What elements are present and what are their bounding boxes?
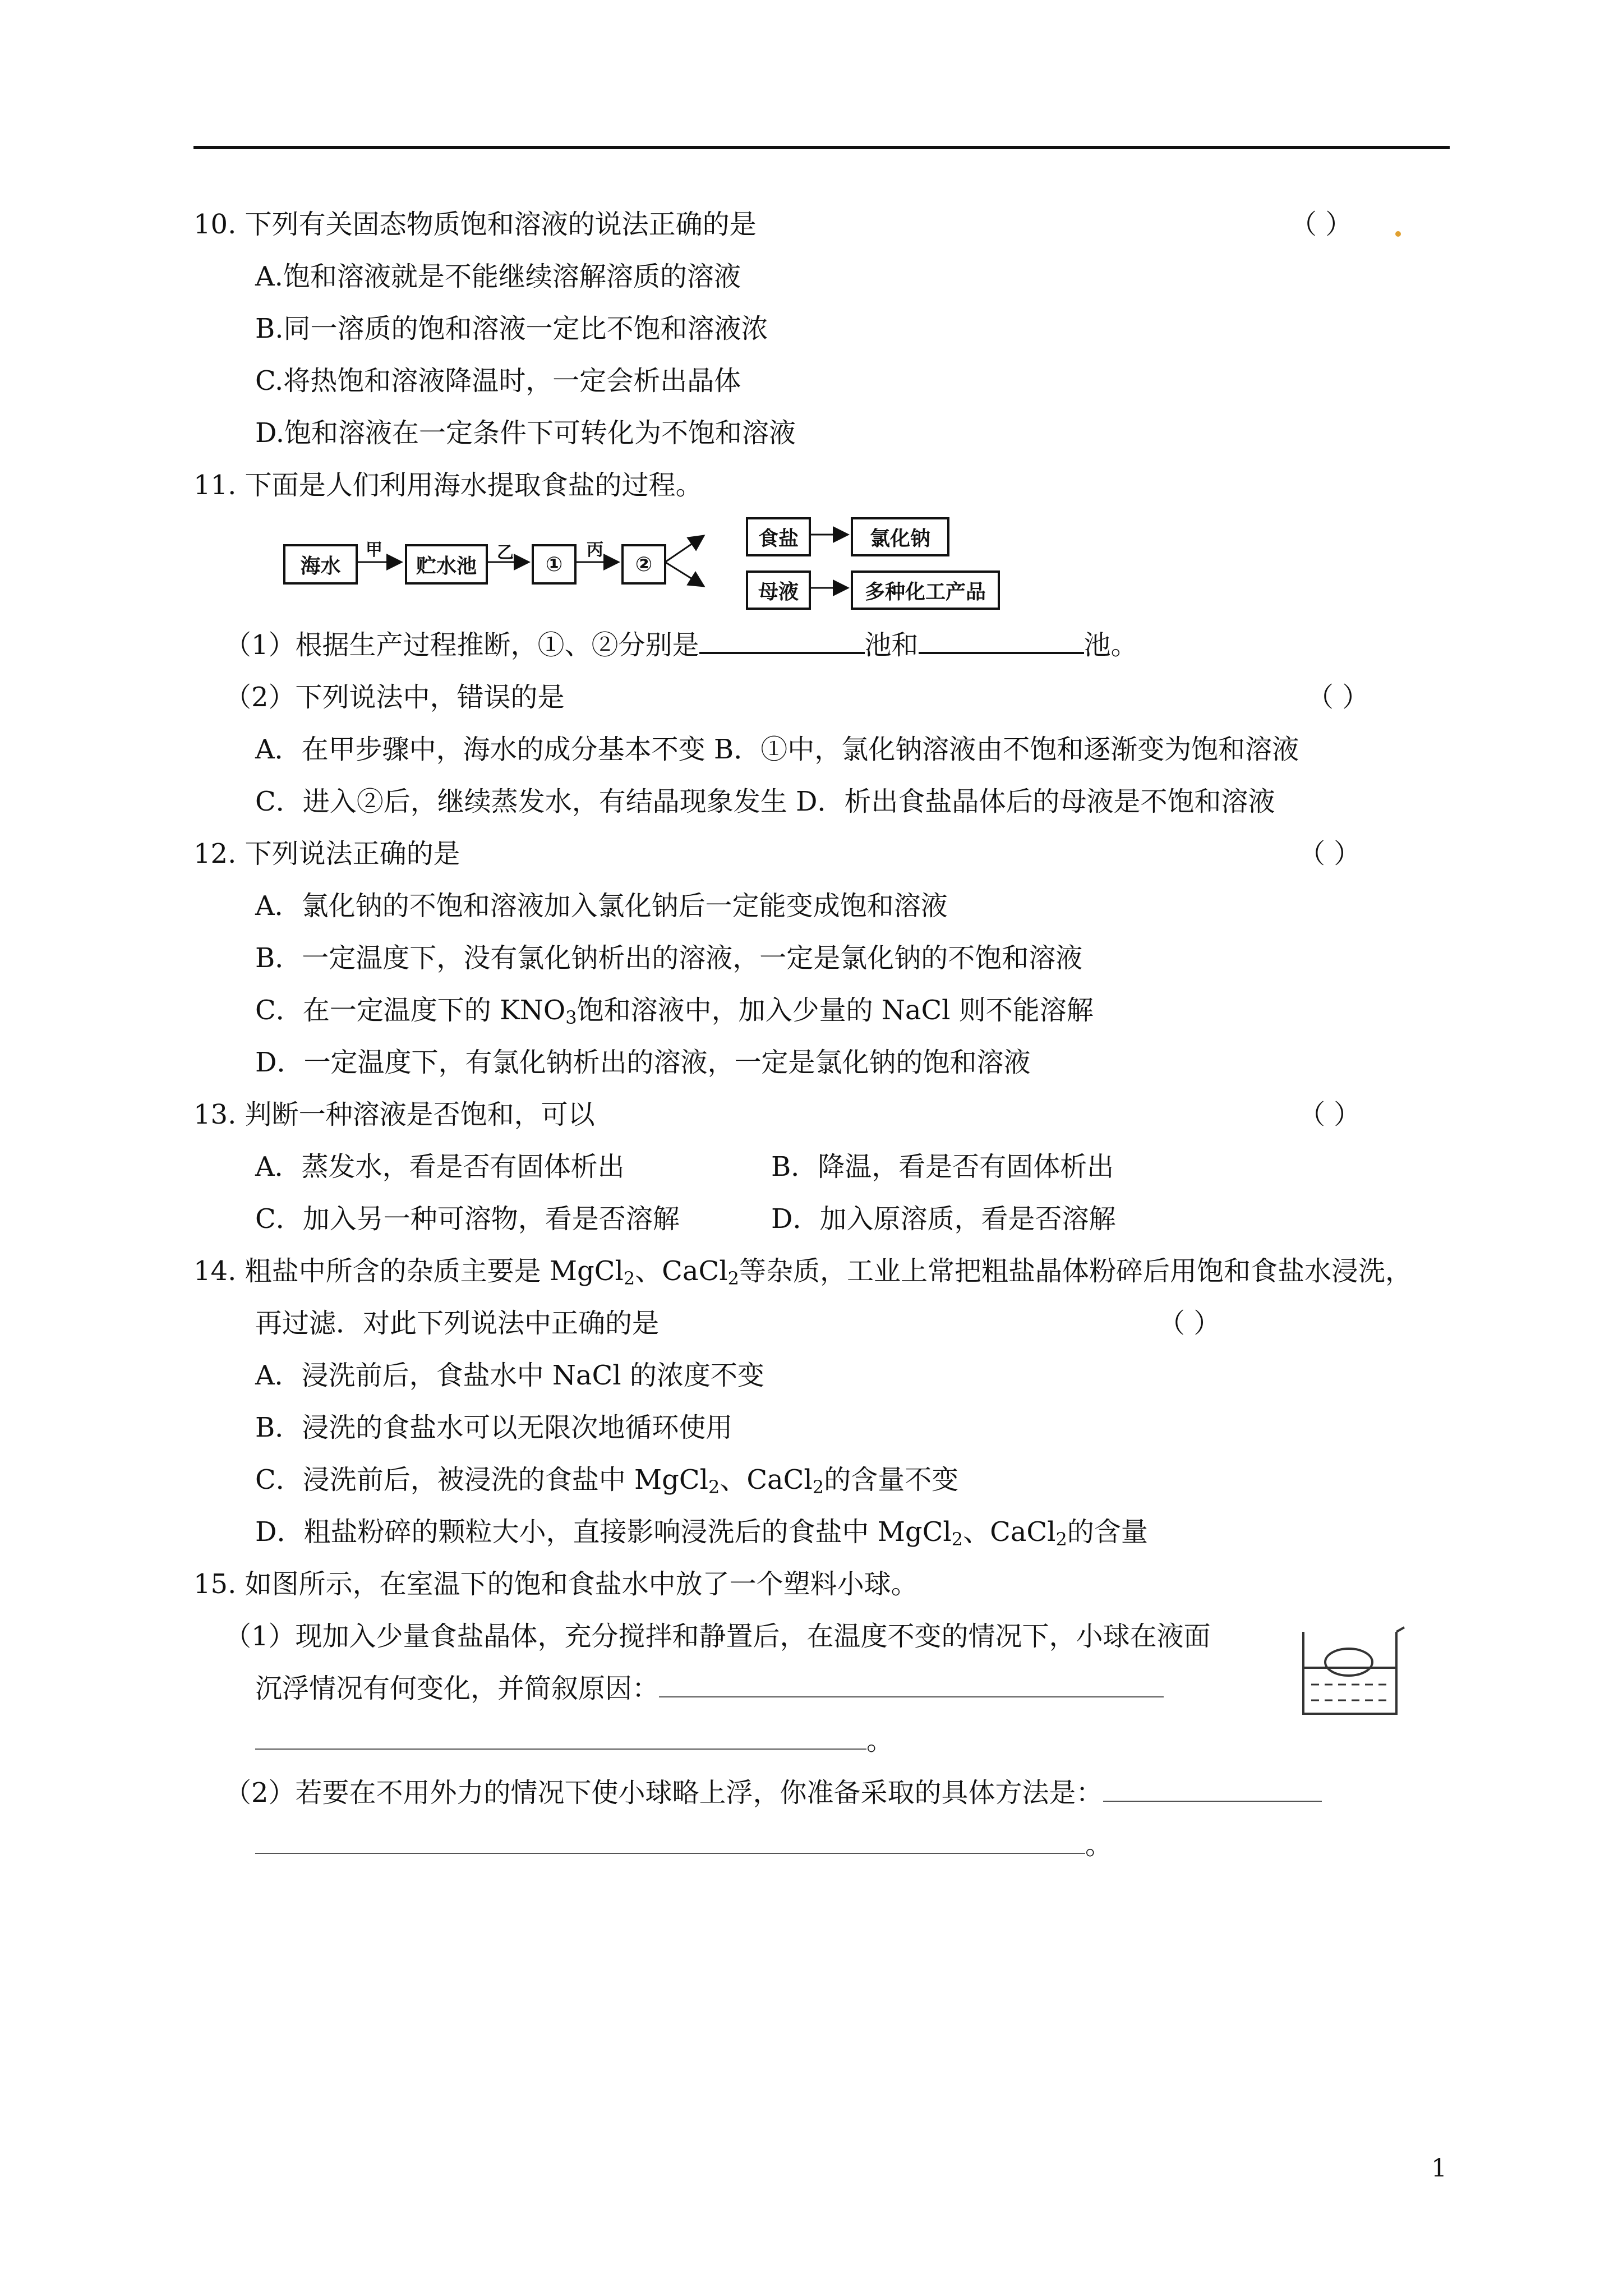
q14-answer-bracket[interactable]: （ ） <box>1158 1308 1221 1339</box>
q14-stem-line1: 14. 粗盐中所含的杂质主要是 MgCl$_2$、CaCl$_2$等杂质，工业上常把粗盐晶体粉碎后用饱和食盐水浸洗， <box>193 1255 1412 1289</box>
q11-options-cd: C．进入②后，继续蒸发水，有结晶现象发生 D．析出食盐晶体后的母液是不饱和溶液 <box>255 786 1275 817</box>
flow-arrow-label-bing: 丙 <box>587 540 603 560</box>
q10-answer-bracket[interactable]: （ ） <box>1290 209 1353 240</box>
beaker-with-ball-figure <box>1295 1624 1408 1722</box>
q13-option-b: B．降温，看是否有固体析出 <box>771 1151 1114 1182</box>
q13-option-a: A．蒸发水，看是否有固体析出 <box>255 1151 625 1182</box>
flow-box-salt: 食盐 <box>746 517 811 556</box>
q13-stem: 13. 判断一种溶液是否饱和，可以 <box>193 1099 595 1130</box>
q14-option-b: B．浸洗的食盐水可以无限次地循环使用 <box>255 1412 733 1443</box>
q11-sub2: （2）下列说法中，错误的是 <box>224 682 565 713</box>
flow-box-mother-liquor: 母液 <box>746 570 811 610</box>
q12-option-a: A．氯化钠的不饱和溶液加入氯化钠后一定能变成饱和溶液 <box>255 890 948 922</box>
page-number: 1 <box>1431 2154 1447 2183</box>
q15-blank-1b[interactable] <box>255 1726 866 1750</box>
flow-arrow-label-jia: 甲 <box>366 540 382 560</box>
q12-option-d: D．一定温度下，有氯化钠析出的溶液，一定是氯化钠的饱和溶液 <box>255 1047 1031 1078</box>
q12-option-b: B．一定温度下，没有氯化钠析出的溶液，一定是氯化钠的不饱和溶液 <box>255 942 1083 974</box>
q13-option-c: C．加入另一种可溶物，看是否溶解 <box>255 1203 680 1235</box>
q11-answer-bracket[interactable]: （ ） <box>1307 682 1370 713</box>
q15-blank-2b[interactable] <box>255 1830 1085 1854</box>
flow-box-sodium-chloride: 氯化钠 <box>851 517 949 556</box>
q15-sub2: （2）若要在不用外力的情况下使小球略上浮，你准备采取的具体方法是： <box>224 1776 1322 1810</box>
q12-stem: 12. 下列说法正确的是 <box>193 838 460 869</box>
q15-blank-1a[interactable] <box>659 1674 1164 1697</box>
flow-box-reservoir: 贮水池 <box>405 544 488 585</box>
q11-options-ab: A．在甲步骤中，海水的成分基本不变 B．①中，氯化钠溶液由不饱和逐渐变为饱和溶液 <box>255 734 1299 765</box>
q10-option-b: B.同一溶质的饱和溶液一定比不饱和溶液浓 <box>255 313 768 344</box>
q15-sub1-line2: 沉浮情况有何变化，并简叙原因： <box>255 1672 1164 1705</box>
q11-blank-2[interactable] <box>919 629 1084 654</box>
q10-stem: 10. 下列有关固态物质饱和溶液的说法正确的是 <box>193 209 757 240</box>
q14-stem-line2: 再过滤．对此下列说法中正确的是 <box>255 1308 660 1339</box>
q10-option-a: A.饱和溶液就是不能继续溶解溶质的溶液 <box>255 261 741 292</box>
q11-stem: 11. 下面是人们利用海水提取食盐的过程。 <box>193 470 703 501</box>
q15-stem: 15. 如图所示，在室温下的饱和食盐水中放了一个塑料小球。 <box>193 1568 918 1600</box>
q15-sub1-line3: 。 <box>255 1724 893 1757</box>
flow-box-step1: ① <box>532 544 577 585</box>
q14-option-c: C．浸洗前后，被浸洗的食盐中 MgCl$_2$、CaCl$_2$的含量不变 <box>255 1464 959 1498</box>
q11-blank-1[interactable] <box>699 629 865 654</box>
q12-answer-bracket[interactable]: （ ） <box>1298 838 1361 869</box>
q12-option-c: C．在一定温度下的 $KNO_3$饱和溶液中，加入少量的 NaCl 则不能溶解 <box>255 995 1094 1028</box>
q14-option-a: A．浸洗前后，食盐水中 NaCl 的浓度不变 <box>255 1360 764 1391</box>
q15-sub2-line2: 。 <box>255 1828 1112 1862</box>
flow-box-seawater: 海水 <box>283 544 358 585</box>
flow-box-chemical-products: 多种化工产品 <box>851 570 1000 610</box>
q15-sub1-line1: （1）现加入少量食盐晶体，充分搅拌和静置后，在温度不变的情况下，小球在液面 <box>224 1621 1211 1652</box>
q10-option-c: C.将热饱和溶液降温时，一定会析出晶体 <box>255 365 741 397</box>
q13-option-d: D．加入原溶质，看是否溶解 <box>771 1203 1116 1235</box>
q13-answer-bracket[interactable]: （ ） <box>1298 1099 1361 1130</box>
q15-blank-2a[interactable] <box>1103 1778 1322 1802</box>
flow-box-step2: ② <box>621 544 666 585</box>
q14-option-d: D．粗盐粉碎的颗粒大小，直接影响浸洗后的食盐中 MgCl$_2$、CaCl$_2$的含量 <box>255 1516 1148 1550</box>
flow-arrow-label-yi: 乙 <box>497 543 514 563</box>
q10-option-d: D.饱和溶液在一定条件下可转化为不饱和溶液 <box>255 417 796 449</box>
q11-sub1: （1）根据生产过程推断，①、②分别是 池和 池。 <box>224 629 1138 661</box>
